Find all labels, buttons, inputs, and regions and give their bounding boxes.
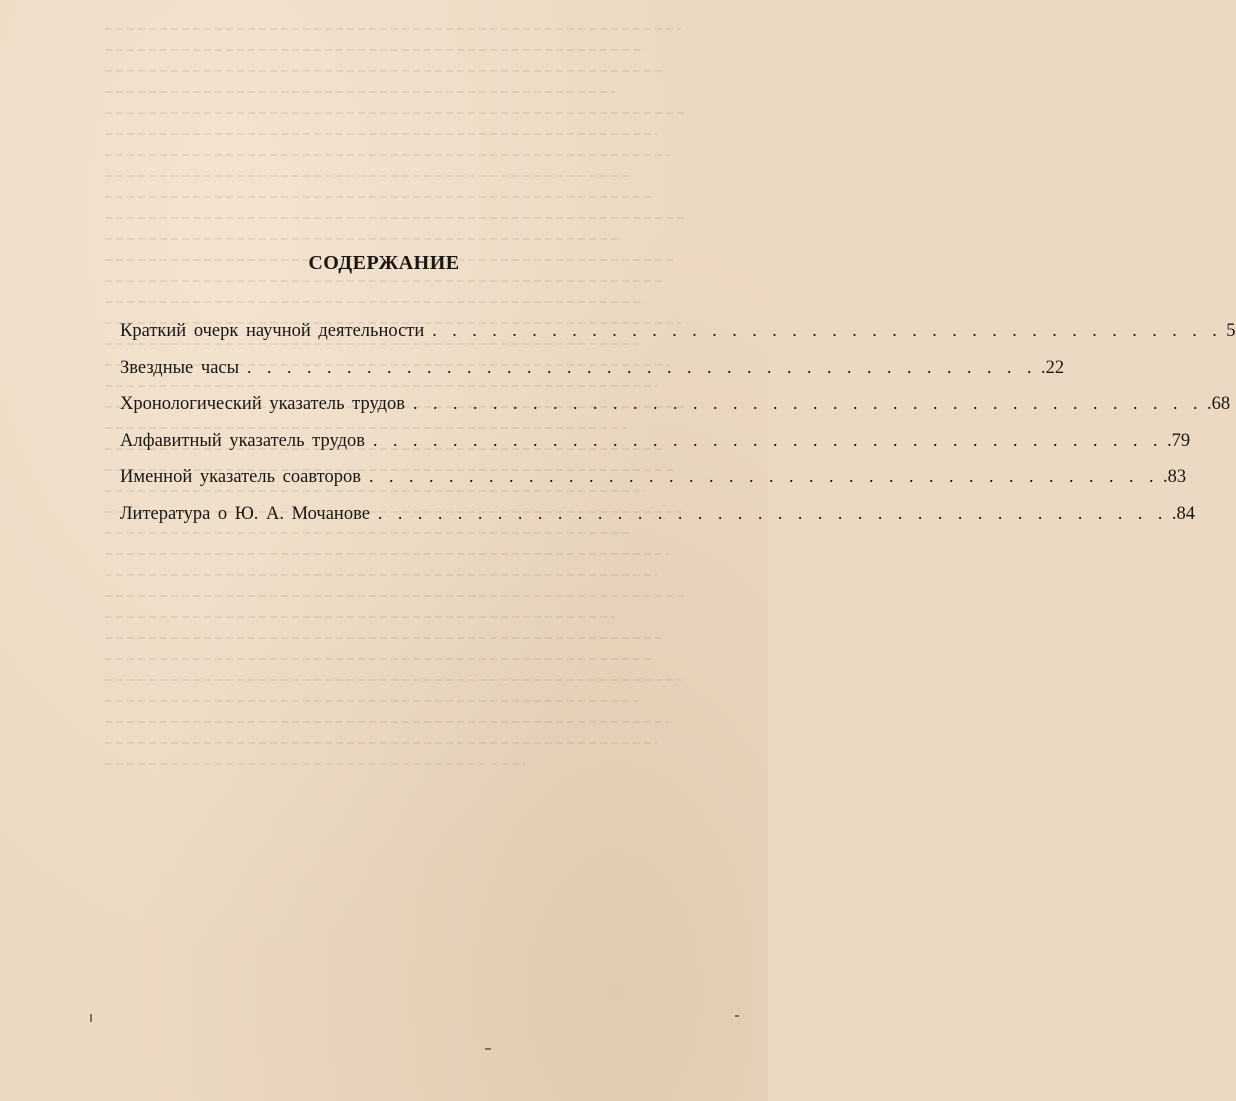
toc-entry-title: Литература о Ю. А. Мочанове xyxy=(120,503,370,524)
toc-leader-dots: . . . . . . . . . . . . . . . . . . . . . . . . . . . . . . . . . . . . . . . . xyxy=(368,466,1159,486)
toc-leader-dots: . . . . . . . . . . . . . . . . . . . . . . . . . . . . . . . . . . . . . . . . xyxy=(247,356,1038,377)
toc-entry-page: .68 xyxy=(1206,394,1231,414)
toc-leader-dots: . . . . . . . . . . . . . . . . . . . . . . . . . . . . . . . . . . . . . . . . xyxy=(372,429,1163,450)
toc-entry[interactable] xyxy=(120,429,1191,467)
toc-entry-page: .22 xyxy=(1041,357,1065,378)
table-of-contents xyxy=(120,320,1236,539)
toc-entry[interactable] xyxy=(120,356,1065,394)
toc-leader-dots: . . . . . . . . . . . . . . . . . . . . . . . . . . . . . . . . . . . . . . . . xyxy=(432,320,1223,340)
toc-entry[interactable] xyxy=(120,466,1187,503)
toc-entry-page: .84 xyxy=(1171,503,1196,524)
toc-entry-page: .83 xyxy=(1162,467,1187,487)
scan-speck xyxy=(90,1014,92,1022)
scan-speck xyxy=(485,1048,491,1050)
page-title: СОДЕРЖАНИЕ xyxy=(308,252,460,274)
scan-speck xyxy=(735,1015,739,1017)
toc-entry[interactable] xyxy=(120,393,1231,430)
toc-entry-page: .79 xyxy=(1166,430,1191,451)
toc-entry[interactable] xyxy=(120,502,1196,540)
toc-leader-dots: . . . . . . . . . . . . . . . . . . . . . . . . . . . . . . . . . . . . . . . . xyxy=(412,393,1203,413)
toc-entry-title: Алфавитный указатель трудов xyxy=(120,430,365,451)
toc-entry-title: Хронологический указатель трудов xyxy=(120,394,405,414)
toc-entry-page: 5 xyxy=(1226,321,1236,341)
toc-entry[interactable] xyxy=(120,320,1236,357)
toc-entry-title: Краткий очерк научной деятельности xyxy=(120,321,425,341)
toc-leader-dots: . . . . . . . . . . . . . . . . . . . . . . . . . . . . . . . . . . . . . . . . xyxy=(377,502,1168,523)
toc-entry-title: Звездные часы xyxy=(120,357,240,378)
toc-entry-title: Именной указатель соавторов xyxy=(120,467,361,487)
